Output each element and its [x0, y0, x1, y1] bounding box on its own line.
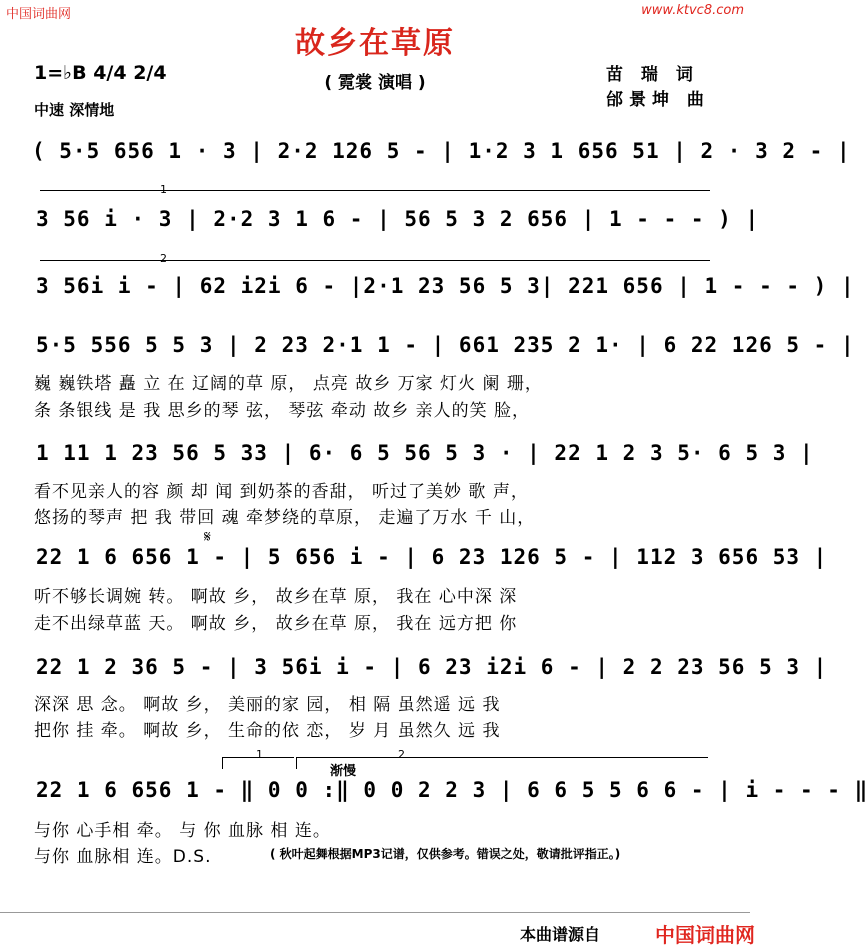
lyric-row-8a: 与你 心手相 牵。 与 你 血脉 相 连。	[34, 821, 331, 841]
lyric-row-5b: 悠扬的琴声 把 我 带回 魂 牵梦绕的草原， 走遍了万水 千 山，	[34, 508, 536, 528]
volta-2-left	[296, 757, 297, 769]
footer-source-label: 本曲谱源自	[520, 925, 601, 944]
score-row-5: 1 11 1 23 56 5 33 | 6· 6 5 56 5 3 · | 22 1 2 3 5· 6 5 3 |	[36, 441, 814, 465]
watermark-right: www.ktvc8.com	[641, 3, 744, 18]
singer-line: ( 霓裳 演唱 )	[324, 73, 426, 93]
lyricist-credit: 苗 瑞 词	[606, 65, 699, 85]
score-row-1: ( 5·5 656 1 · 3 | 2·2 126 5 - | 1·2 3 1 656 51 | 2 · 3 2 - |	[32, 139, 851, 163]
segno-mark: 𝄋	[204, 527, 211, 546]
lyric-row-8b: 与你 血脉相 连。D.S.	[34, 847, 212, 867]
composer-credit: 邰景坤 曲	[606, 90, 710, 110]
lyric-row-7a: 深深 思 念。 啊故 乡， 美丽的家 园， 相 隔 虽然遥 远 我	[34, 695, 501, 715]
lyric-row-6a: 听不够长调婉 转。 啊故 乡， 故乡在草 原， 我在 心中深 深	[34, 587, 518, 607]
lyric-row-4a: 巍 巍铁塔 矗 立 在 辽阔的草 原， 点亮 故乡 万家 灯火 阑 珊，	[34, 374, 543, 394]
key-signature: 1=♭B 4/4 2/4	[34, 62, 167, 84]
volta-2-line	[296, 757, 708, 758]
score-row-3: 3 56i i - | 62 i2i 6 - |2·1 23 56 5 3| 221 656 | 1 - - - ) |	[36, 274, 855, 298]
transcription-note: ( 秋叶起舞根据MP3记谱，仅供参考。错误之处，敬请批评指正。)	[270, 847, 621, 861]
volta-1-left	[222, 757, 223, 769]
bracket-line-1	[40, 190, 710, 191]
lyric-row-4b: 条 条银线 是 我 思乡的琴 弦， 琴弦 牵动 故乡 亲人的笑 脸，	[34, 401, 531, 421]
volta-1-number: 1	[256, 748, 263, 761]
score-row-7: 22 1 2 36 5 - | 3 56i i - | 6 23 i2i 6 - | 2 2 23 56 5 3 |	[36, 655, 828, 679]
footer-divider	[0, 912, 750, 913]
song-title: 故乡在草原	[295, 26, 455, 61]
marker-1: 1	[160, 183, 167, 196]
watermark-left: 中国词曲网	[6, 7, 72, 22]
score-row-4: 5·5 556 5 5 3 | 2 23 2·1 1 - | 661 235 2 1· | 6 22 126 5 - |	[36, 333, 855, 357]
tempo-marking: 中速 深情地	[34, 101, 115, 119]
volta-2-number: 2	[398, 748, 405, 761]
bracket-line-2	[40, 260, 710, 261]
rit-marking: 渐慢	[330, 764, 357, 779]
score-row-2: 3 56 i · 3 | 2·2 3 1 6 - | 56 5 3 2 656 | 1 - - - ) |	[36, 207, 760, 231]
lyric-row-5a: 看不见亲人的容 颜 却 闻 到奶茶的香甜， 听过了美妙 歌 声，	[34, 482, 529, 502]
marker-2: 2	[160, 252, 167, 265]
lyric-row-6b: 走不出绿草蓝 天。 啊故 乡， 故乡在草 原， 我在 远方把 你	[34, 614, 518, 634]
score-row-8: 22 1 6 656 1 - ‖ 0 0 :‖ 0 0 2 2 3 | 6 6 5 5 6 6 - | i - - - ‖	[36, 778, 868, 802]
footer-source-site: 中国词曲网	[655, 923, 755, 947]
score-row-6: 22 1 6 656 1 - | 5 656 i - | 6 23 126 5 - | 112 3 656 53 |	[36, 545, 828, 569]
lyric-row-7b: 把你 挂 牵。 啊故 乡， 生命的依 恋， 岁 月 虽然久 远 我	[34, 721, 501, 741]
